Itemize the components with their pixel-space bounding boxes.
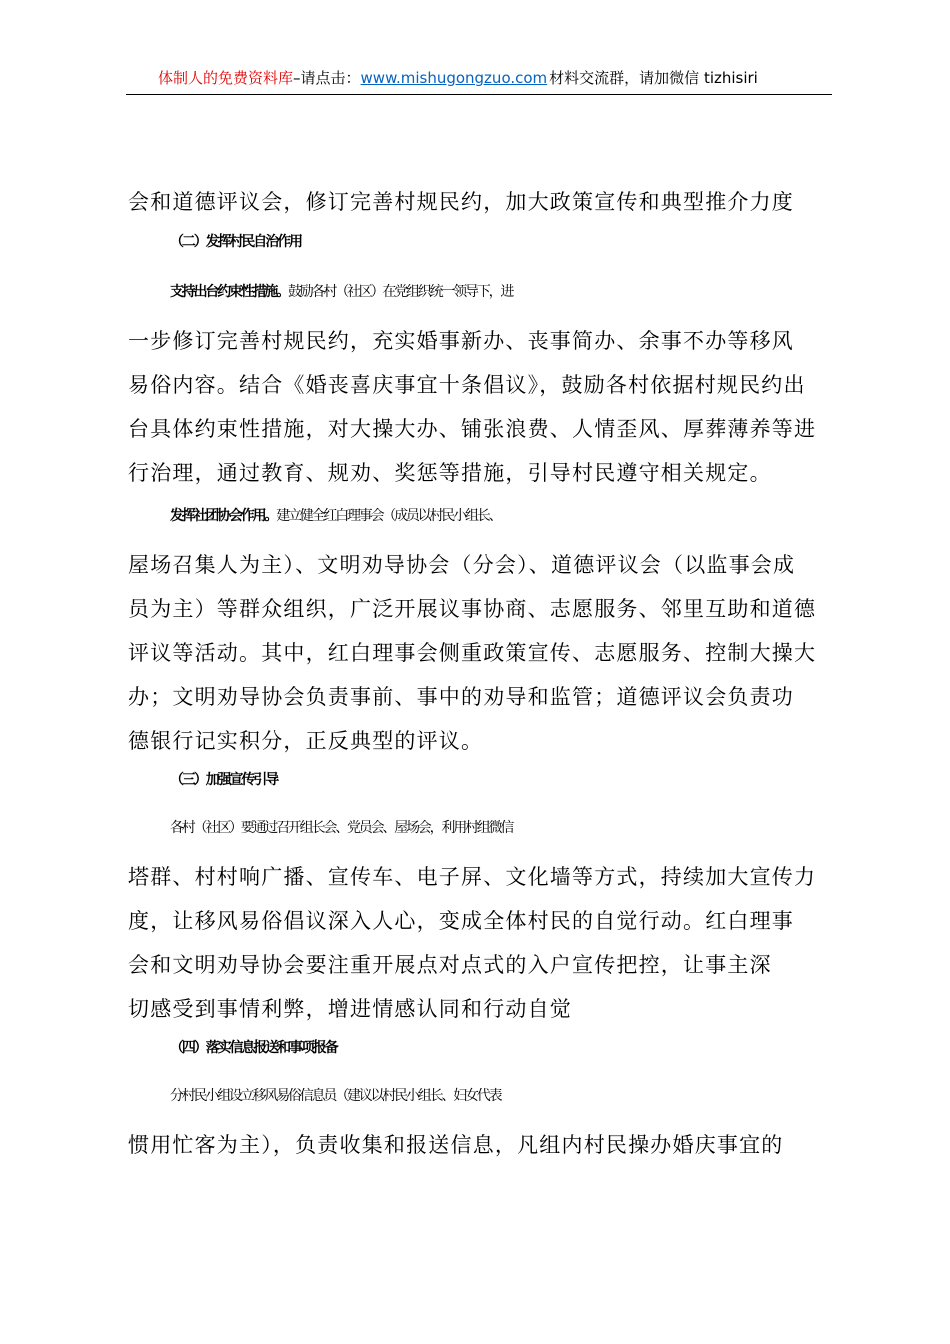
para2-lead: 发挥社团协会作用。 [170, 508, 277, 524]
header-prompt: –请点击： [293, 69, 361, 87]
section4-heading: （四）落实信息报送和事项报备 [170, 1040, 337, 1056]
section3-line: 切感受到事情利弊，增进情感认同和行动自觉 [128, 997, 572, 1021]
para1-line: 台具体约束性措施，对大操大办、铺张浪费、人情歪风、厚葬薄养等进 [128, 417, 817, 441]
page-header [126, 66, 832, 95]
para1-lead: 支持出台约束性措施。 [170, 284, 288, 300]
para2-line-text: 建立健全红白理事会（成员以村民小组长、 [276, 508, 501, 524]
para1-line: 行治理，通过教育、规劝、奖惩等措施，引导村民遵守相关规定。 [128, 461, 772, 485]
section3-line: 度，让移风易俗倡议深入人心，变成全体村民的自觉行动。红白理事 [128, 909, 794, 933]
para2-line [170, 505, 876, 525]
para2-line: 员为主）等群众组织，广泛开展议事协商、志愿服务、邻里互助和道德 [128, 597, 817, 621]
section3-line: 塔群、村村响广播、宣传车、电子屏、文化墙等方式，持续加大宣传力 [128, 865, 817, 889]
header-tail: 材料交流群，请加微信 tizhisiri [549, 69, 758, 87]
para1-line: 一步修订完善村规民约，充实婚事新办、丧事简办、余事不办等移风 [128, 329, 794, 353]
para1-line-text: 鼓励各村（社区）在党组织统一领导下，进 [288, 284, 513, 300]
section4-line: 惯用忙客为主），负责收集和报送信息，凡组内村民操办婚庆事宜的 [128, 1133, 784, 1157]
para2-line: 德银行记实积分，正反典型的评议。 [128, 729, 484, 753]
para1-line [170, 281, 876, 301]
para1-line: 易俗内容。结合《婚丧喜庆事宜十条倡议》，鼓励各村依据村规民约出 [128, 373, 806, 397]
section3-heading: （三）加强宣传引导 [170, 772, 278, 788]
para2-line: 办；文明劝导协会负责事前、事中的劝导和监管；道德评议会负责功 [128, 685, 794, 709]
section4-line: 分村民小组设立移风易俗信息员（建议以村民小组长、妇女代表 [170, 1088, 501, 1104]
section3-line: 会和文明劝导协会要注重开展点对点式的入户宣传把控，让事主深 [128, 953, 772, 977]
continuation-line: 会和道德评议会，修订完善村规民约，加大政策宣传和典型推介力度 [128, 190, 794, 214]
header-website-link[interactable]: www.mishugongzuo.com [360, 69, 548, 87]
section3-line: 各村（社区）要通过召开组长会、党员会、屋场会，利用村组微信 [170, 820, 513, 836]
para2-line: 屋场召集人为主）、文明劝导协会（分会）、道德评议会（以监事会成 [128, 553, 796, 577]
para2-line: 评议等活动。其中，红白理事会侧重政策宣传、志愿服务、控制大操大 [128, 641, 817, 665]
header-brand: 体制人的免费资料库 [158, 69, 294, 87]
section2-heading: （二）发挥村民自治作用 [170, 234, 301, 250]
